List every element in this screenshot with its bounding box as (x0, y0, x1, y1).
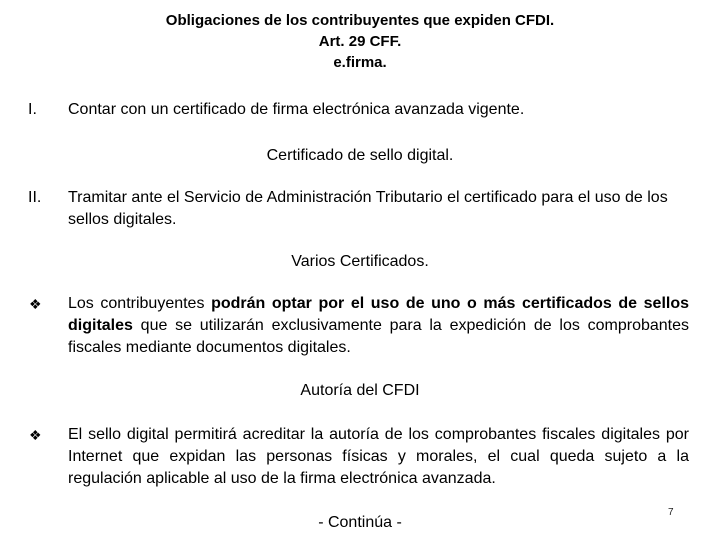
diamond-bullet-icon: ❖ (29, 296, 42, 312)
title-line-1: Obligaciones de los contribuyentes que expiden CFDI. (165, 12, 555, 29)
heading-varios-certificados: Varios Certificados. (291, 253, 429, 270)
roman-marker-2: II. (28, 189, 42, 206)
continua-label: - Continúa - (318, 514, 402, 531)
paragraph-efirma: Contar con un certificado de firma electrónica avanzada vigente. (68, 101, 525, 118)
heading-autoria-cfdi: Autoría del CFDI (300, 382, 420, 399)
diamond-bullet-icon: ❖ (29, 427, 42, 443)
document-title (0, 10, 720, 73)
heading-certificado-sello: Certificado de sello digital. (266, 147, 454, 164)
paragraph-tramitar: Tramitar ante el Servicio de Administración Tributario el certificado para el uso de los sellos digitales. (68, 189, 668, 228)
title-line-2: Art. 29 CFF. (318, 33, 402, 50)
paragraph-varios (68, 293, 689, 359)
paragraph-varios-post: que se utilizarán exclusivamente para la expedición de los comprobantes fiscales mediante documentos digitales. (68, 317, 689, 356)
paragraph-varios-bold: podrán optar por el uso de uno o más certificados de sellos digitales (68, 295, 690, 334)
page-number: 7 (668, 507, 674, 518)
title-line-3: e.firma. (333, 54, 387, 71)
paragraph-autoria: El sello digital permitirá acreditar la autoría de los comprobantes fiscales digitales por Internet que expidan las personas físicas y morales, el cual queda sujeto a la regulación aplicable al uso de la firma electrónica avanzada. (68, 426, 689, 487)
roman-marker-1: I. (28, 101, 37, 118)
paragraph-varios-pre: Los contribuyentes (68, 295, 212, 312)
